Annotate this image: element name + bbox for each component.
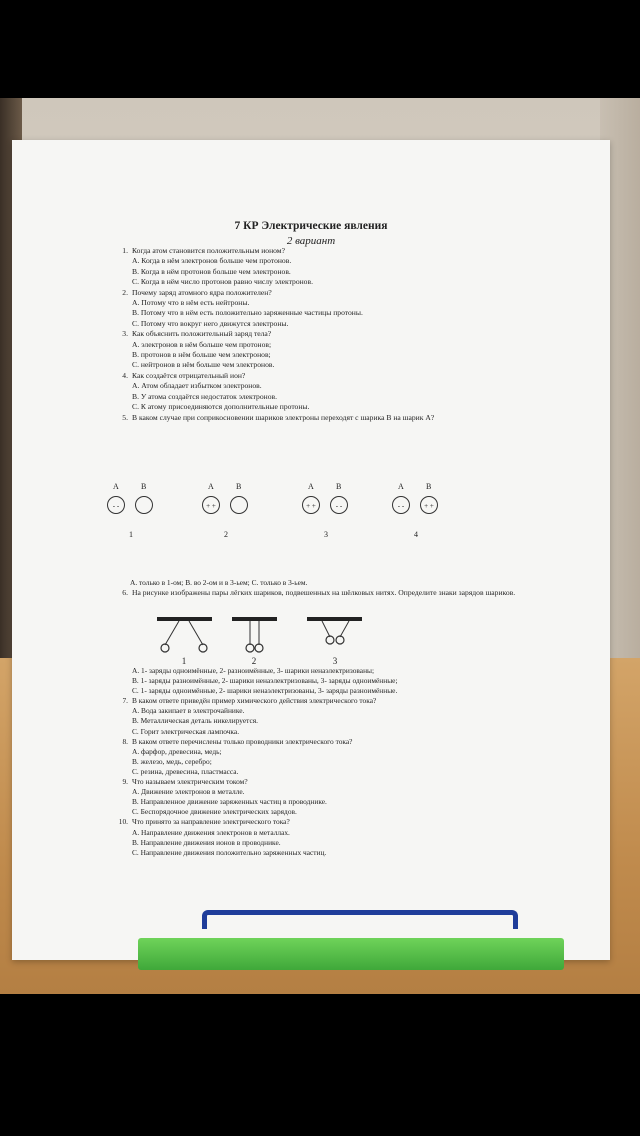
answer-option: С. Беспорядочное движение электрических зарядов.	[132, 807, 297, 817]
question-item	[110, 246, 580, 256]
figure-hanging-balls	[137, 615, 377, 667]
question-item	[110, 588, 580, 598]
charged-ball: + +	[302, 496, 320, 514]
questions-1-5	[110, 246, 580, 423]
question-number: 3.	[122, 329, 128, 339]
answer-option: С. Направление движения положительно заряженных частиц.	[132, 847, 327, 857]
answer-option: С. К атому присоединяются дополнительные протоны.	[132, 402, 310, 412]
figure-number: 2	[224, 530, 228, 539]
figure-number: 3	[324, 530, 328, 539]
answer-option: В. Потому что в нём есть положительно заряженные частицы протоны.	[132, 308, 363, 318]
question-number: 2.	[122, 287, 128, 297]
answer-option: В. 1- заряды разноимённые, 2- шарики ненаэлектризованы, 3- заряды одноимённые;	[132, 676, 398, 686]
ball-letter: A	[208, 482, 214, 491]
figure-number: 2	[251, 656, 257, 666]
ball	[326, 636, 334, 644]
ball-letter: B	[426, 482, 432, 491]
question-number: 9.	[122, 777, 128, 787]
question-text: Как создаётся отрицательный ион?	[132, 370, 246, 380]
questions-6-10	[110, 666, 590, 858]
answer-option: В. Металлическая деталь никелируется.	[132, 716, 259, 726]
answer-option: А. Вода закипает в электрочайнике.	[132, 706, 245, 716]
answer-option: В. Направленное движение заряженных частиц в проводнике.	[132, 797, 327, 807]
answer-option: А. фарфор, древесина, медь;	[132, 746, 222, 756]
question-text: В каком ответе перечислены только проводники электрического тока?	[132, 736, 353, 746]
ball	[246, 644, 254, 652]
question-item	[110, 371, 580, 381]
charged-ball	[230, 496, 248, 514]
charged-ball: - -	[392, 496, 410, 514]
ball	[255, 644, 263, 652]
question-item	[110, 288, 580, 298]
figure-number: 3	[332, 656, 338, 666]
question-text: Как объяснить положительный заряд тела?	[132, 329, 272, 339]
question-number: 1.	[122, 246, 128, 255]
question-text: На рисунке изображены пары лёгких шариков, подвешенных на шёлковых нитях. Определите знаки зарядов шариков.	[132, 588, 516, 597]
figure-number: 1	[129, 530, 133, 539]
answer-option: С. резина, древесина, пластмасса.	[132, 766, 239, 776]
thread	[340, 621, 349, 637]
support-bar	[157, 617, 212, 621]
question-item	[110, 696, 590, 706]
ball	[199, 644, 207, 652]
question-text: Почему заряд атомного ядра положителен?	[132, 287, 272, 297]
answer-option: А. Направление движения электронов в металлах.	[132, 827, 290, 837]
answer-option: В. У атома создаётся недостаток электронов.	[132, 391, 277, 401]
answer-option: С. Потому что вокруг него движутся электроны.	[132, 318, 289, 328]
question-number: 7.	[122, 696, 128, 706]
question-item	[110, 737, 590, 747]
charged-ball: - -	[330, 496, 348, 514]
charged-ball: + +	[202, 496, 220, 514]
wire-stand-frame	[202, 910, 518, 929]
question-number: 6.	[122, 588, 128, 597]
question-item	[110, 777, 590, 787]
question-number: 5.	[122, 412, 128, 422]
page-title: 7 КР Электрические явления	[234, 220, 388, 232]
answer-option: В. Направление движения ионов в проводнике.	[132, 837, 281, 847]
answers-question-5: А. только в 1-ом; В. во 2-ом и в 3-ьем; С. только в 3-ьем.	[130, 578, 308, 587]
answer-option: А. Атом обладает избытком электронов.	[132, 381, 262, 391]
answer-option: А. электронов в нём больше чем протонов;	[132, 339, 272, 349]
question-item	[110, 413, 580, 423]
charged-ball: + +	[420, 496, 438, 514]
question-text: Что принято за направление электрического тока?	[132, 817, 290, 827]
answer-option: С. нейтронов в нём больше чем электронов.	[132, 360, 275, 370]
question-number: 8.	[122, 736, 128, 746]
question-text: В каком случае при соприкосновении шариков электроны переходят с шарика В на шарик А?	[132, 412, 435, 422]
figure-number: 4	[414, 530, 418, 539]
answer-option: С. Горит электрическая лампочка.	[132, 726, 240, 736]
charged-ball: - -	[107, 496, 125, 514]
answer-option: С. 1- заряды одноимённые, 2- шарики ненаэлектризованы, 3- заряды разноимённые.	[132, 686, 398, 696]
support-bar	[232, 617, 277, 621]
ball	[336, 636, 344, 644]
charged-ball	[135, 496, 153, 514]
ball-letter: A	[398, 482, 404, 491]
question-number: 4.	[122, 370, 128, 380]
thread	[165, 621, 179, 645]
question-item	[110, 817, 590, 827]
support-bar	[307, 617, 362, 621]
figure-balls-question-5	[107, 482, 467, 544]
ball-letter: B	[336, 482, 342, 491]
answer-option: С. Когда в нём число протонов равно числу электронов.	[132, 277, 313, 287]
paper-holder-base	[138, 938, 564, 970]
answer-option: В. протонов в нём больше чем электронов;	[132, 350, 271, 360]
answer-option: А. Когда в нём электронов больше чем протонов.	[132, 256, 292, 266]
answer-option: А. 1- заряды одноимённые, 2- разноимённые, 3- шарики ненаэлектризованы;	[132, 666, 375, 675]
thread	[322, 621, 330, 637]
answer-option: В. железо, медь, серебро;	[132, 756, 212, 766]
variant-label: 2 вариант	[286, 235, 336, 247]
question-text: Что называем электрическим током?	[132, 777, 248, 787]
question-6	[110, 588, 580, 598]
question-number: 10.	[118, 817, 128, 827]
question-text: В каком ответе приведён пример химического действия электрического тока?	[132, 696, 377, 706]
ball	[161, 644, 169, 652]
ball-letter: B	[236, 482, 242, 491]
answer-option: А. Потому что в нём есть нейтроны.	[132, 298, 250, 308]
ball-letter: A	[308, 482, 314, 491]
thread	[189, 621, 203, 645]
ball-letter: A	[113, 482, 119, 491]
ball-letter: B	[141, 482, 147, 491]
question-text: Когда атом становится положительным ионом?	[132, 246, 285, 255]
answer-option: В. Когда в нём протонов больше чем электронов.	[132, 266, 291, 276]
test-paper	[12, 140, 610, 960]
photo-background	[0, 98, 640, 994]
answer-option: А. Движение электронов в металле.	[132, 787, 245, 797]
figure-number: 1	[181, 656, 187, 666]
question-item	[110, 329, 580, 339]
